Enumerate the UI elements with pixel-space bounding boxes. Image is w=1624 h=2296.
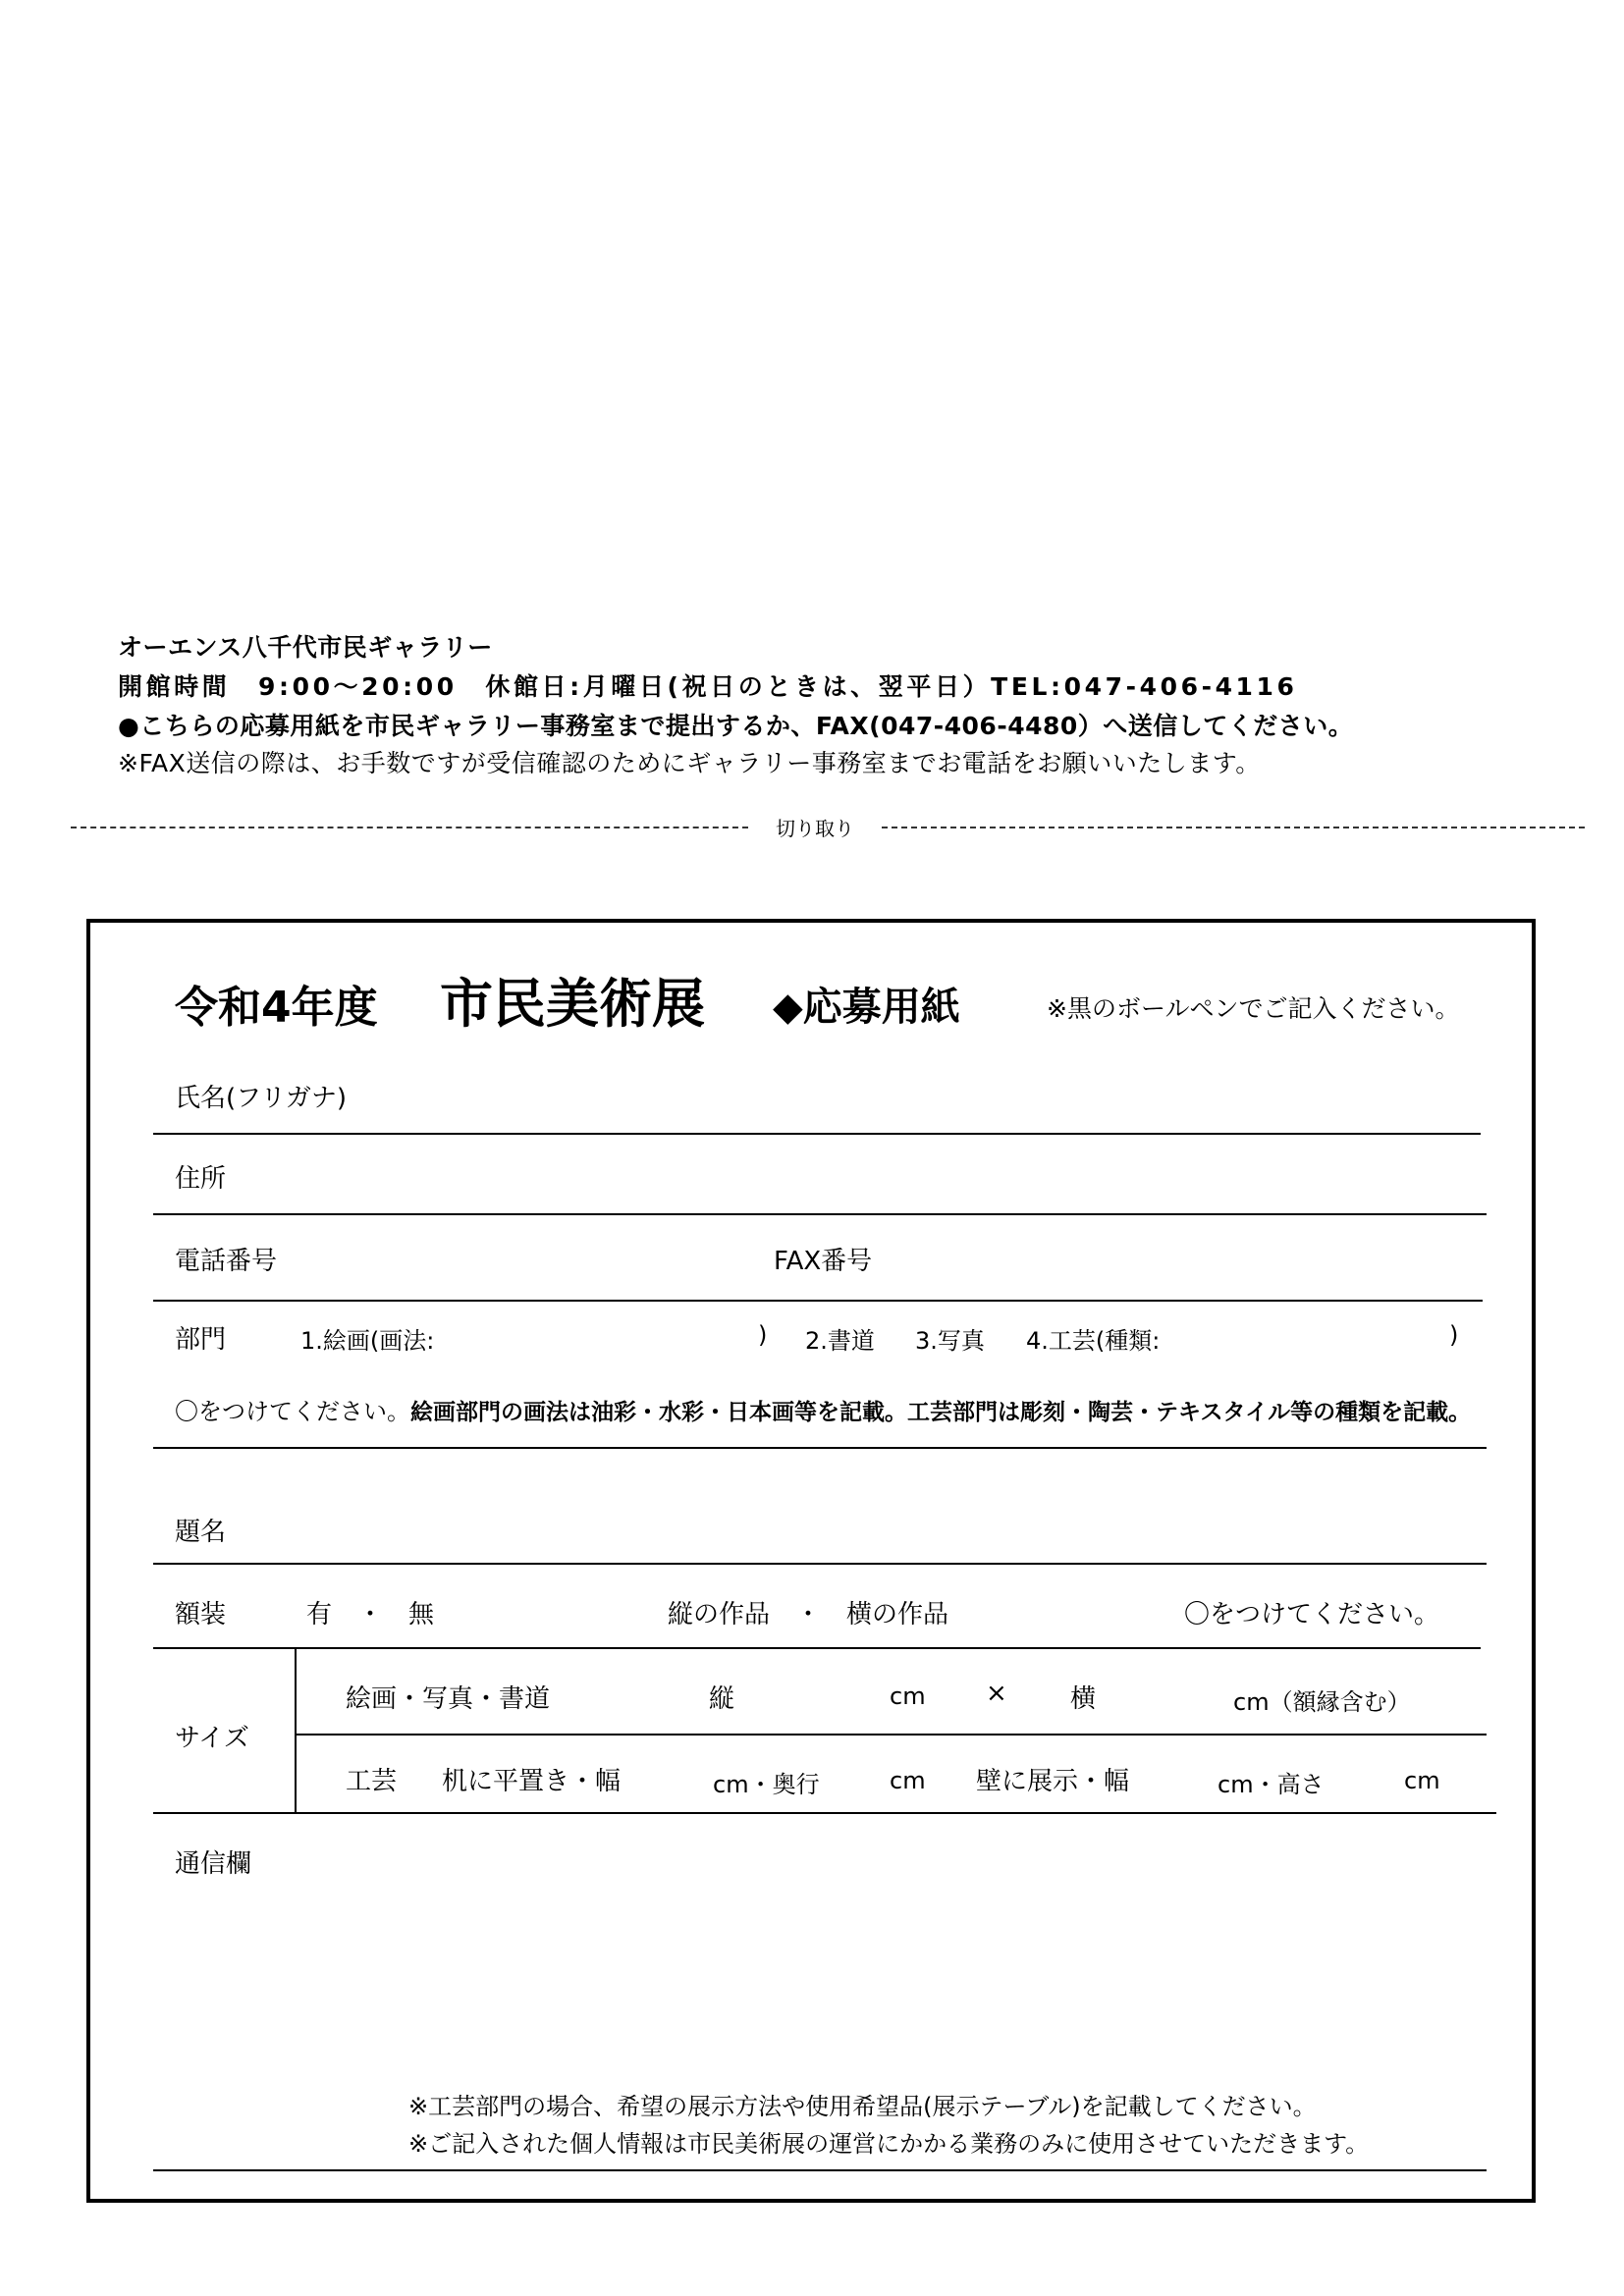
category-instruction-bold: 絵画部門の画法は油彩・水彩・日本画等を記載。工芸部門は彫刻・陶芸・テキスタイル等の種類を記載。 [410,1400,1472,1425]
frame-label: 額装 [175,1600,227,1629]
gallery-name: オーエンス八千代市民ギャラリー [118,633,493,662]
category-instruction-plain: 〇をつけてください。 [175,1398,410,1425]
category-photo[interactable]: 3.写真 [915,1327,985,1355]
desk-depth-label: cm・奥行 [713,1771,820,1798]
wall-height-label: cm・高さ [1218,1771,1325,1798]
size-row2-category: 工芸 [346,1767,398,1796]
category-divider [153,1447,1487,1449]
crafts-footnote: ※工芸部門の場合、希望の展示方法や使用希望品(展示テーブル)を記載してください。 [408,2093,1317,2120]
size-row2-field[interactable] [153,1812,1496,1814]
form-title-exhibition: 市民美術展 [440,973,705,1035]
remarks-field[interactable] [153,2169,1487,2171]
form-title-application: ◆応募用紙 [773,985,960,1030]
category-crafts-close: ) [1449,1321,1459,1349]
phone-fax-field[interactable] [153,1300,1483,1302]
category-painting[interactable]: 1.絵画(画法: [300,1327,435,1355]
size-row1-field[interactable] [297,1734,1487,1735]
size-height-label: 縦 [709,1684,735,1714]
submission-instruction: ●こちらの応募用紙を市民ギャラリー事務室まで提出するか、FAX(047-406-4480）へ送信してください。 [118,712,1354,740]
wall-width-label: 壁に展示・幅 [976,1767,1130,1796]
title-field[interactable] [153,1563,1487,1565]
size-width-unit: cm（額縁含む） [1233,1688,1411,1716]
title-field-label: 題名 [175,1518,227,1547]
phone-label: 電話番号 [175,1247,278,1276]
size-row1-category: 絵画・写真・書道 [346,1684,551,1714]
pen-instruction: ※黒のボールペンでご記入ください。 [1047,994,1460,1023]
orientation-options[interactable]: 縦の作品 ・ 横の作品 [668,1600,949,1629]
cut-line-left [71,827,748,828]
size-height-unit: cm [890,1682,926,1710]
wall-height-unit: cm [1404,1767,1440,1794]
category-crafts[interactable]: 4.工芸(種類: [1026,1327,1161,1355]
category-label: 部門 [175,1325,227,1355]
privacy-footnote: ※ご記入された個人情報は市民美術展の運営にかかる業務のみに使用させていただきます。 [408,2130,1370,2158]
frame-divider [153,1647,1481,1649]
category-painting-close: ) [758,1321,768,1349]
name-field[interactable] [153,1133,1481,1135]
fax-label: FAX番号 [774,1247,873,1276]
opening-hours: 開館時間 9:00～20:00 休館日:月曜日(祝日のときは、翌平日）TEL:047-406-4116 [118,672,1298,701]
form-title-year: 令和4年度 [175,983,378,1033]
frame-options[interactable]: 有 ・ 無 [306,1600,435,1629]
cut-line-right [882,827,1585,828]
category-calligraphy[interactable]: 2.書道 [805,1327,875,1355]
name-label: 氏名(フリガナ) [175,1084,347,1113]
size-label: サイズ [175,1724,249,1753]
address-field[interactable] [153,1213,1487,1215]
address-label: 住所 [175,1164,227,1194]
desk-depth-unit: cm [890,1767,926,1794]
cut-label: 切り取り [776,817,854,840]
fax-note: ※FAX送信の際は、お手数ですが受信確認のためにギャラリー事務室までお電話をお願いいたします。 [118,749,1261,777]
size-width-label: 横 [1070,1684,1097,1714]
remarks-label: 通信欄 [175,1849,252,1879]
frame-instruction: 〇をつけてください。 [1184,1600,1440,1629]
size-times: × [986,1679,1007,1708]
size-label-divider [295,1649,297,1814]
desk-width-label: 机に平置き・幅 [442,1767,622,1796]
category-instruction [175,1392,1471,1426]
